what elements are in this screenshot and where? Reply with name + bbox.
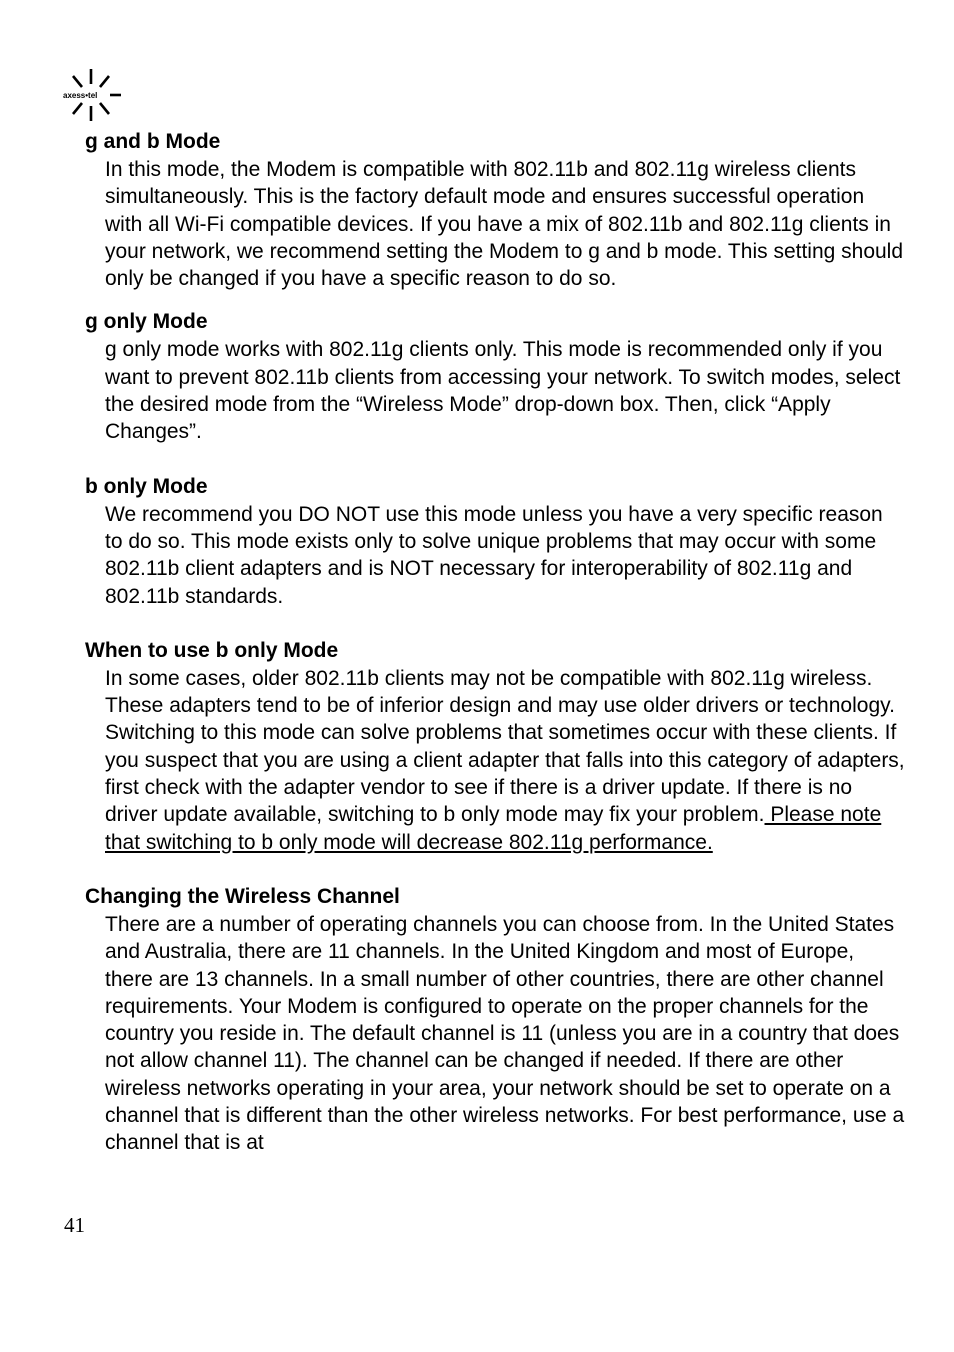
- section-b-only-mode: [85, 473, 905, 610]
- section-changing-wireless-channel: [85, 883, 905, 1157]
- starburst-logo-icon: [60, 66, 122, 124]
- section-heading: g and b Mode: [85, 130, 221, 153]
- section-g-and-b-mode: [85, 128, 905, 292]
- section-g-only-mode: [85, 308, 905, 445]
- section-body-text: In some cases, older 802.11b clients may not be compatible with 802.11g wireless. These adapters tend to be of inferior design and may use older drivers or technology. Switching to this mode can solve problems that sometimes occur with these clients. If you suspect that you are using a client adapter that falls into this category of adapters, first check with the adapter vendor to see if there is a driver update. If there is no driver update available, switching to b only mode may fix your problem.: [105, 666, 905, 827]
- performance-note: Please note that switching to b only mode will decrease 802.11g performance.: [105, 803, 882, 854]
- page-number: 41: [64, 1213, 85, 1237]
- axesstel-logo: [60, 66, 122, 124]
- section-body: In this mode, the Modem is compatible with 802.11b and 802.11g wireless clients simultaneously. This is the factory default mode and ensures successful operation with all Wi-Fi compatible devices. If you have a mix of 802.11b and 802.11g clients in your network, we recommend setting the Modem to g and b mode. This setting should only be changed if you have a specific reason to do so.: [105, 158, 904, 291]
- section-body: There are a number of operating channels you can choose from. In the United States and Australia, there are 11 channels. In the United Kingdom and most of Europe, there are 13 channels. In a small number of other countries, there are other channel requirements. Your Modem is configured to operate on the proper channels for the country you reside in. The default channel is 11 (unless you are in a country that does not allow channel 11). The channel can be changed if needed. If there are other wireless networks operating in your area, your network should be set to operate on a channel that is different than the other wireless networks. For best performance, use a channel that is at: [105, 912, 905, 1155]
- section-heading: Changing the Wireless Channel: [85, 884, 400, 908]
- logo-text: axess•tel: [63, 91, 98, 100]
- section-body: We recommend you DO NOT use this mode unless you have a very specific reason to do so. This mode exists only to solve unique problems that may occur with some 802.11b client adapters and is NOT necessary for interoperability of 802.11g and 802.11b standards.: [105, 502, 883, 608]
- section-heading: b only Mode: [85, 474, 208, 498]
- section-heading: g only Mode: [85, 310, 208, 334]
- section-body: [105, 665, 905, 856]
- section-heading: When to use b only Mode: [85, 638, 339, 662]
- section-when-to-use-b-only-mode: [85, 637, 905, 856]
- section-body: g only mode works with 802.11g clients only. This mode is recommended only if you want to prevent 802.11b clients from accessing your network. To switch modes, select the desired mode from the “Wireless Mode” drop-down box. Then, click “Apply Changes”.: [105, 338, 901, 444]
- document-content: [85, 128, 905, 1157]
